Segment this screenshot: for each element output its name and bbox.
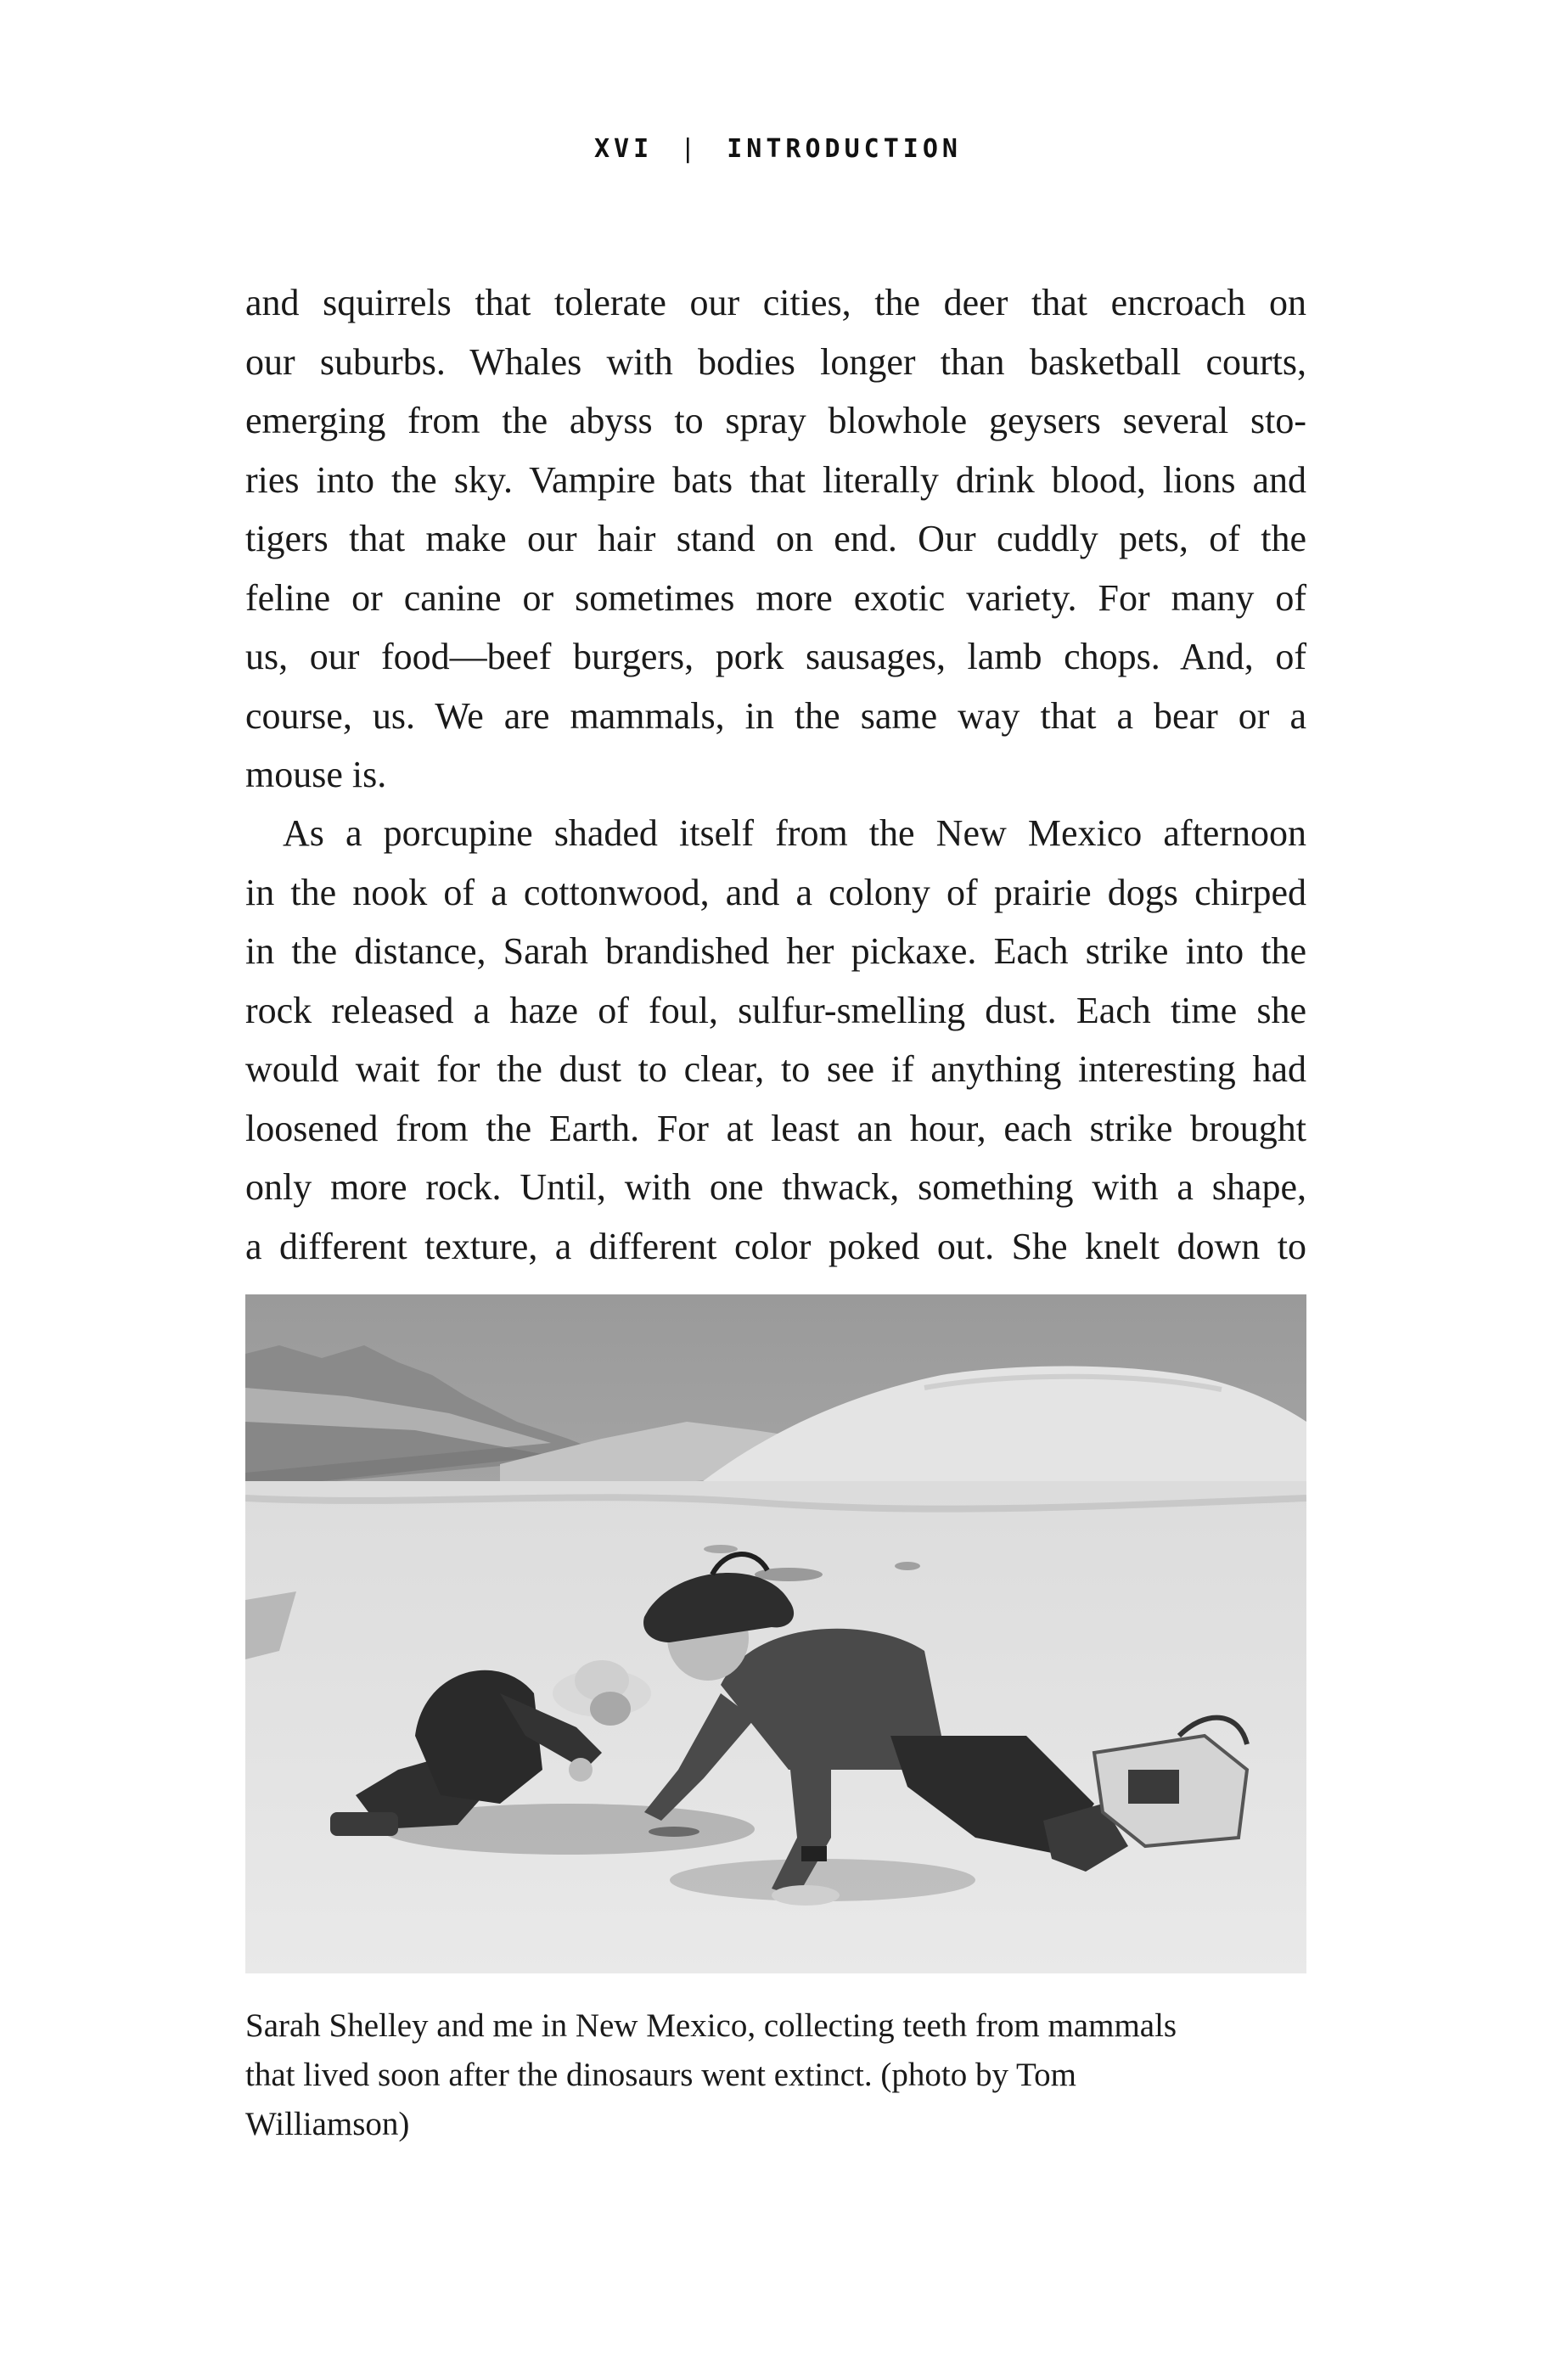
text-line: a different texture, a different color poked out. She knelt down to <box>245 1225 1306 1267</box>
ground-tool <box>801 1846 827 1861</box>
text-line: tigers that make our hair stand on end. Our cuddly pets, of the <box>245 518 1306 559</box>
text-line: our suburbs. Whales with bodies longer than basketball courts, <box>245 340 1306 383</box>
paragraph-2 <box>245 804 1306 1276</box>
text-line: feline or canine or sometimes more exotic variety. For many of <box>245 576 1306 619</box>
running-head <box>0 134 1556 164</box>
paragraph-1 <box>245 273 1306 805</box>
caption-line: that lived soon after the dinosaurs went extinct. (photo by Tom <box>245 2057 1076 2093</box>
text-line: ries into the sky. Vampire bats that literally drink blood, lions and <box>245 458 1306 501</box>
text-line: As a porcupine shaded itself from the New Mexico afternoon <box>283 812 1306 854</box>
text-line: course, us. We are mammals, in the same way that a bear or a <box>245 694 1306 737</box>
distant-rock <box>704 1545 738 1553</box>
text-line: in the distance, Sarah brandished her pickaxe. Each strike into the <box>245 930 1306 972</box>
section-title: INTRODUCTION <box>727 134 962 164</box>
caption-line: Sarah Shelley and me in New Mexico, collecting teeth from mammals <box>245 2007 1177 2044</box>
text-line: would wait for the dust to clear, to see if anything interesting had <box>245 1048 1306 1090</box>
figure-photo <box>245 1294 1306 1973</box>
text-line: us, our food—beef burgers, pork sausages, lamb chops. And, of <box>245 636 1306 677</box>
text-line: mouse is. <box>245 754 387 795</box>
text-line: rock released a haze of foul, sulfur-smelling dust. Each time she <box>245 989 1306 1031</box>
photo-illustration <box>245 1294 1306 1973</box>
text-line: only more rock. Until, with one thwack, something with a shape, <box>245 1166 1306 1208</box>
text-line: loosened from the Earth. For at least an hour, each strike brought <box>245 1107 1306 1149</box>
text-line: emerging from the abyss to spray blowhole geysers several sto- <box>245 400 1306 441</box>
running-head-separator: | <box>680 134 700 164</box>
page-number: XVI <box>594 134 654 164</box>
distant-rock <box>895 1562 920 1570</box>
text-line: and squirrels that tolerate our cities, the deer that encroach on <box>245 282 1306 323</box>
caption-line: Williamson) <box>245 2106 410 2142</box>
ground-tool <box>649 1827 699 1837</box>
text-line: in the nook of a cottonwood, and a colony of prairie dogs chirped <box>245 871 1306 913</box>
figure-caption <box>245 2001 1306 2149</box>
